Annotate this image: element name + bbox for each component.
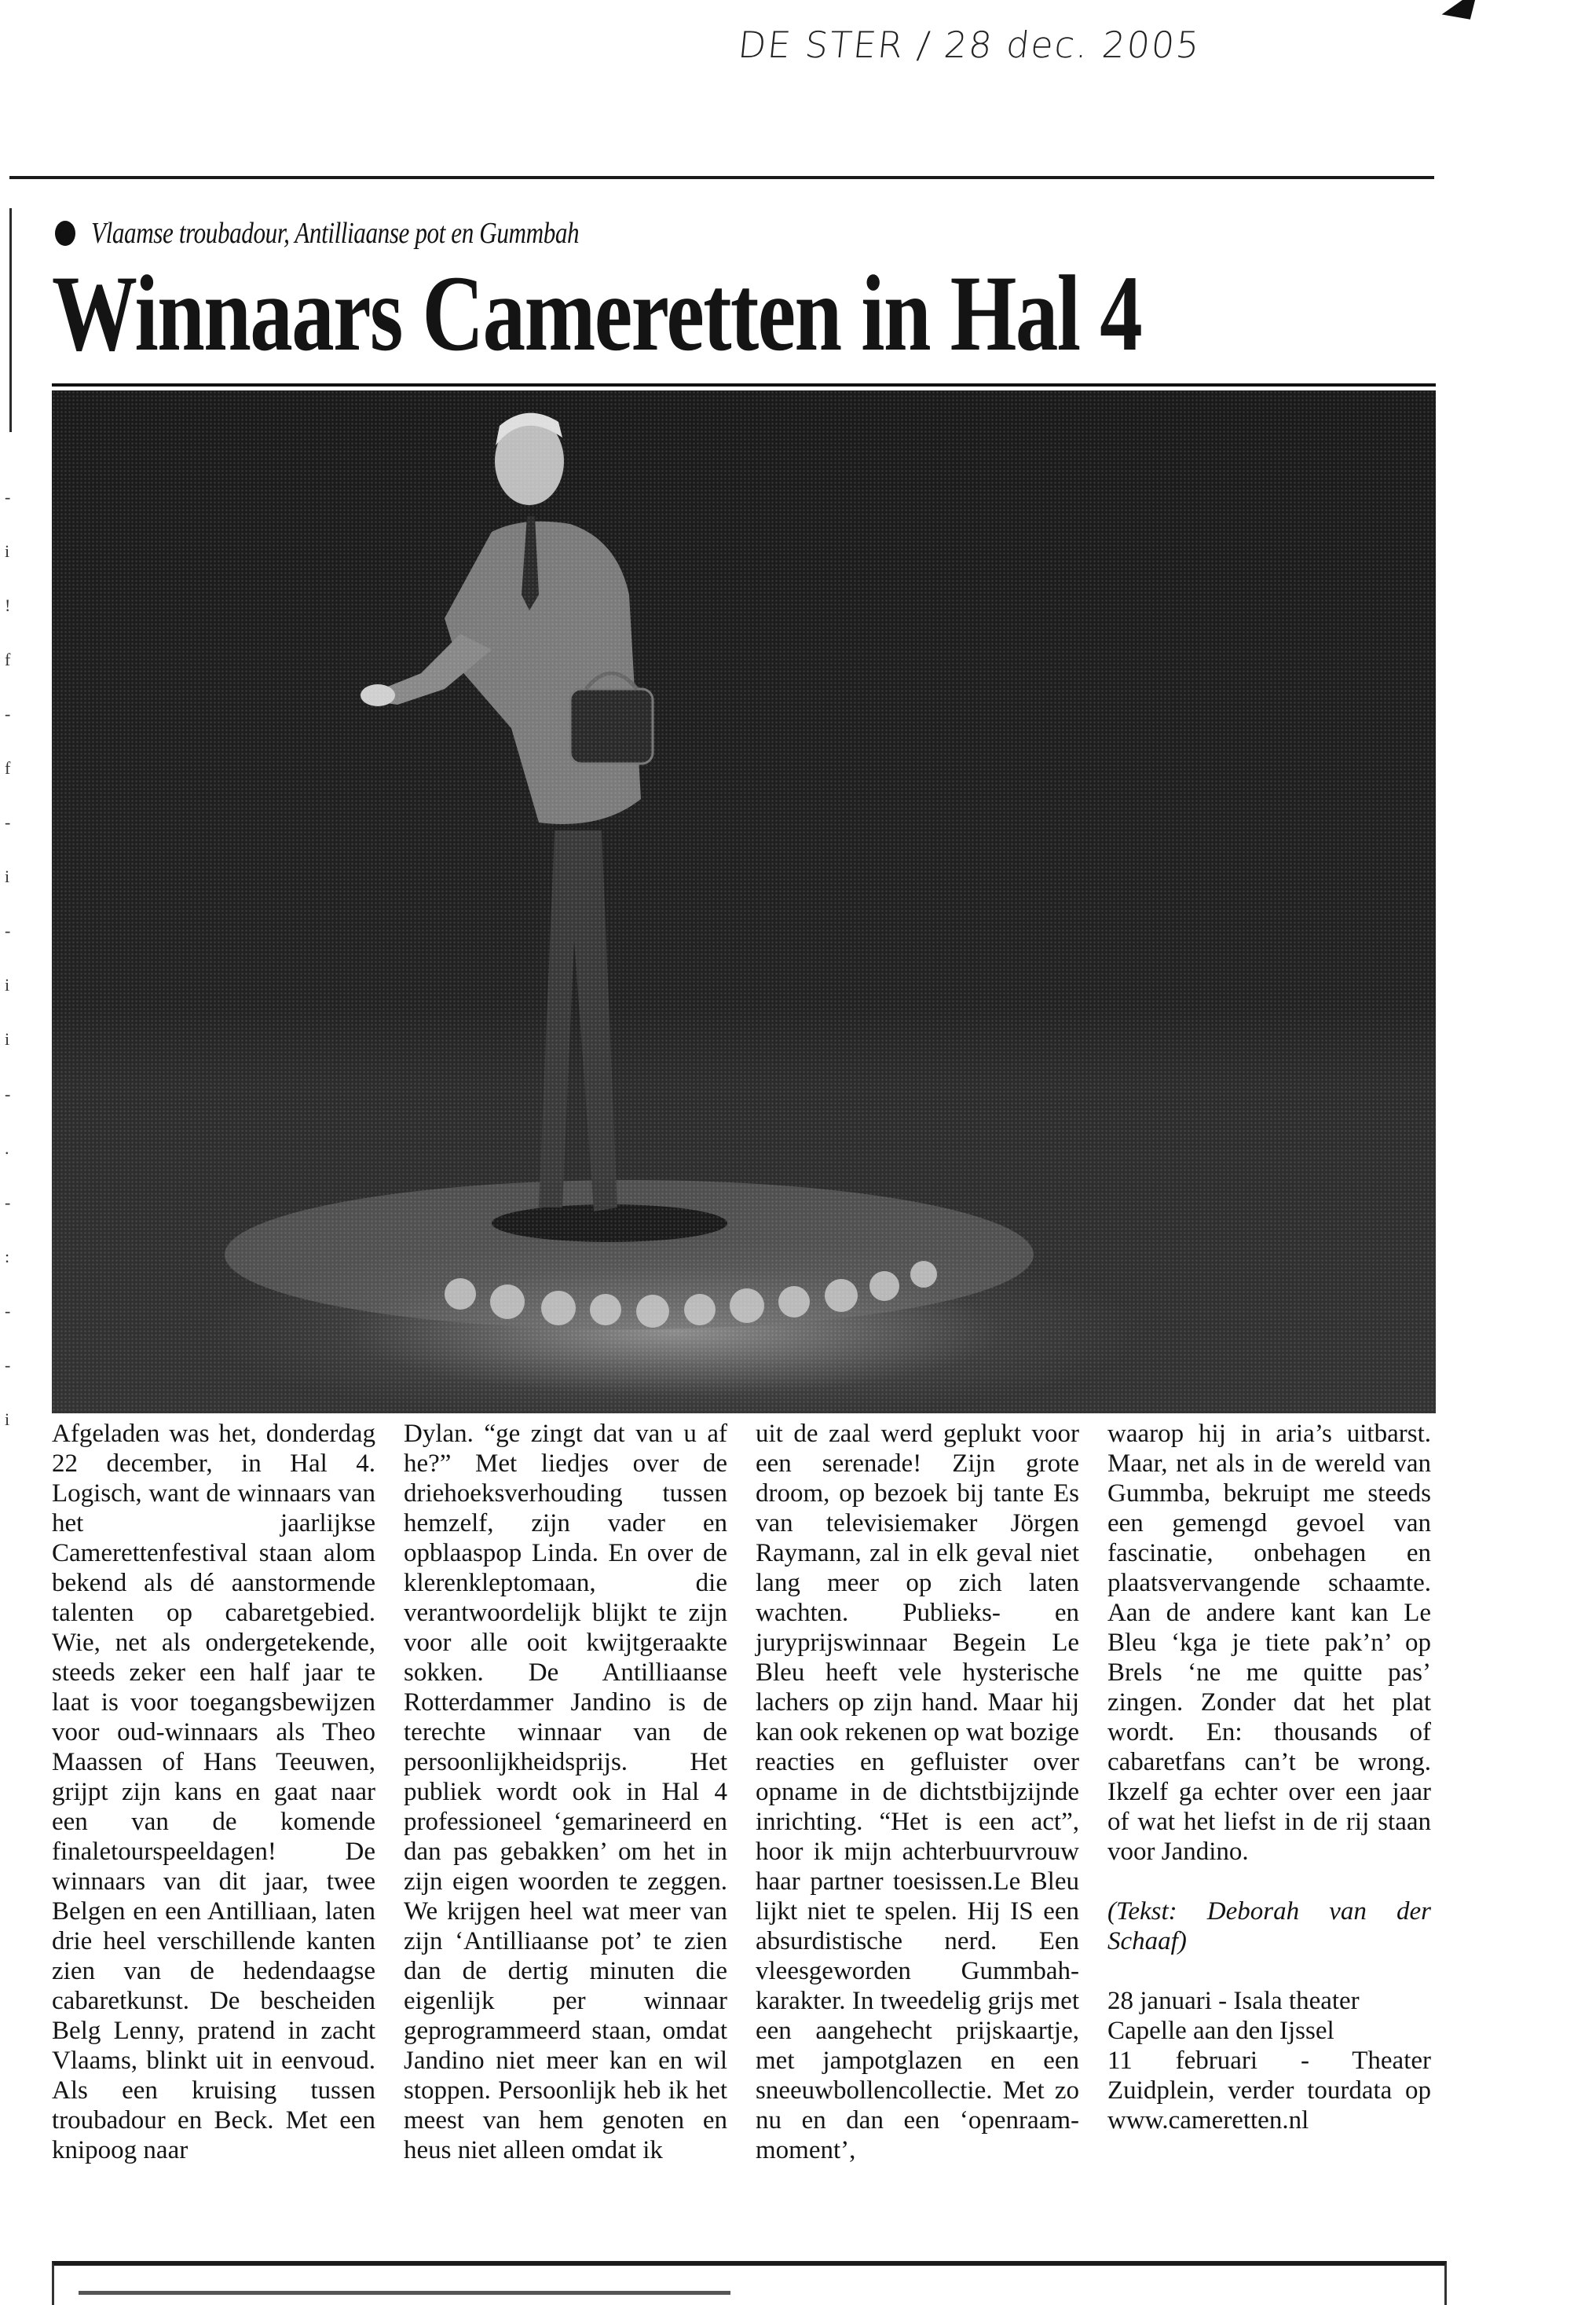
paragraph: uit de zaal werd geplukt voor een serenade! Zijn grote droom, op bezoek bij tante Es van televisiemaker Jörgen Raymann, zal in elk geval niet lang meer op zich laten wachten. Publieks- en juryprijswinnaar Begein Le Bleu heeft vele hysterische lachers op zijn hand. Maar hij kan ook rekenen op wat bozige reacties en gefluister over opname in de dichtstbijzijnde inrichting. “Het is een act”, hoor ik mijn achterbuurvrouw haar partner toesissen.Le Bleu lijkt niet te spelen. Hij IS een absurdistische nerd. Een vleesgeworden Gummbah-karakter. In tweedelig grijs met een aangehecht prijskaartje, met jampotglazen en een sneeuwbollencollectie. Met zo nu en dan een ‘openraam-moment’, bbox=[756, 1420, 1079, 2164]
kicker-text: Vlaamse troubadour, Antilliaanse pot en Gummbah bbox=[91, 217, 580, 250]
margin-mark: - bbox=[5, 487, 11, 507]
paragraph: Afgeladen was het, donderdag 22 december, in Hal 4. Logisch, want de winnaars van het jaarlijkse Camerettenfestival staan alom bekend als dé aanstormende talenten op cabaretgebied. Wie, net als ondergetekende, steeds zeker een half jaar te laat is voor toegangsbewijzen voor oud-winnaars als Theo Maassen of Hans Teeuwen, grijpt zijn kans en gaat naar een van de komende finaletourspeeldagen! De winnaars van dit jaar, twee Belgen en een Antilliaan, laten drie heel verschillende kanten zien van de hedendaagse cabaretkunst. De bescheiden Belg Lenny, pratend in zacht Vlaams, blinkt uit in eenvoud. Als een kruising tussen troubadour en Beck. Met een knipoog naar bbox=[52, 1420, 375, 2164]
hair bbox=[496, 413, 562, 445]
bottom-next-article-frame bbox=[52, 2261, 1447, 2305]
photo-top-rule bbox=[52, 383, 1436, 387]
margin-mark: f bbox=[5, 758, 11, 779]
column-4 bbox=[1107, 1419, 1431, 2165]
article-body bbox=[52, 1419, 1436, 2165]
margin-mark: - bbox=[5, 704, 11, 724]
bottom-scan-artifact bbox=[79, 2291, 730, 2295]
margin-mark: - bbox=[5, 1083, 11, 1104]
column-1 bbox=[52, 1419, 375, 2165]
margin-mark: - bbox=[5, 812, 11, 833]
tie bbox=[522, 516, 539, 610]
head bbox=[495, 417, 564, 505]
margin-scan-marks bbox=[5, 487, 24, 1430]
bag bbox=[570, 689, 653, 764]
hand bbox=[361, 684, 395, 706]
spacer bbox=[1107, 1867, 1431, 1896]
margin-mark: : bbox=[5, 1246, 10, 1266]
corner-arrow-mark bbox=[1442, 0, 1490, 31]
margin-mark: i bbox=[5, 541, 10, 562]
tour-date: 11 februari - Theater Zuidplein, verder tourdata op www.cameretten.nl bbox=[1107, 2047, 1431, 2135]
tour-date: 28 januari - Isala theater Capelle aan den Ijssel bbox=[1107, 1987, 1360, 2045]
top-rule bbox=[9, 176, 1434, 179]
byline: (Tekst: Deborah van der Schaaf) bbox=[1107, 1897, 1431, 1955]
paragraph: waarop hij in aria’s uitbarst. Maar, net als in de wereld van Gummba, bekruipt me steeds een gemengd gevoel van fascinatie, onbehagen en plaatsvervangende schaamte. Aan de andere kant kan Le Bleu ‘kga je tiete pak’n’ op Brels ‘ne me quitte pas’ zingen. Zonder dat het plat wordt. En: thousands of cabaretfans can’t be wrong. Ikzelf ga echter over een jaar of wat het liefst in de rij staan voor Jandino. bbox=[1107, 1420, 1431, 1866]
paragraph: Dylan. “ge zingt dat van u af he?” Met liedjes over de driehoeksverhouding tussen hemzelf, zijn vader en opblaaspop Linda. En over de klerenkleptomaan, die verantwoordelijk blijkt te zijn voor alle ooit kwijtgeraakte sokken. De Antilliaanse Rotterdammer Jandino is de terechte winnaar van de persoonlijkheidsprijs. Het publiek wordt ook in Hal 4 professioneel ‘gemarineerd en dan pas gebakken’ om het in zijn eigen woorden te zeggen. We krijgen heel wat meer van zijn ‘Antilliaanse pot’ te zien dan de dertig minuten die eigenlijk per winnaar geprogrammeerd staan, omdat Jandino niet meer kan en wil stoppen. Persoonlijk heb ik het meest van hem genoten en heus niet alleen omdat ik bbox=[404, 1420, 727, 2164]
snow-globes bbox=[445, 1261, 937, 1328]
bullet-icon bbox=[55, 221, 75, 246]
margin-mark: ! bbox=[5, 595, 11, 616]
margin-mark: i bbox=[5, 1029, 10, 1050]
margin-mark: - bbox=[5, 1300, 11, 1321]
margin-mark: . bbox=[5, 1138, 9, 1158]
headline: Winnaars Cameretten in Hal 4 bbox=[52, 253, 1142, 373]
margin-mark: i bbox=[5, 1409, 10, 1429]
kicker bbox=[55, 216, 686, 251]
arm bbox=[370, 634, 492, 705]
spotlight-circle bbox=[225, 1180, 1034, 1329]
legs bbox=[539, 830, 617, 1211]
margin-mark: i bbox=[5, 867, 10, 887]
column-2 bbox=[404, 1419, 727, 2165]
margin-mark: i bbox=[5, 975, 10, 995]
margin-mark: - bbox=[5, 1354, 11, 1375]
left-rule bbox=[9, 208, 12, 432]
column-3 bbox=[756, 1419, 1079, 2165]
handwritten-source-note: DE STER / 28 dec. 2005 bbox=[736, 24, 1203, 66]
margin-mark: - bbox=[5, 1192, 11, 1212]
shadow bbox=[492, 1204, 727, 1242]
spacer bbox=[1107, 1956, 1431, 1986]
margin-mark: f bbox=[5, 650, 11, 670]
jacket bbox=[445, 522, 641, 824]
performer-figure bbox=[52, 390, 1436, 1413]
margin-mark: - bbox=[5, 921, 11, 941]
article-photo bbox=[52, 390, 1436, 1413]
